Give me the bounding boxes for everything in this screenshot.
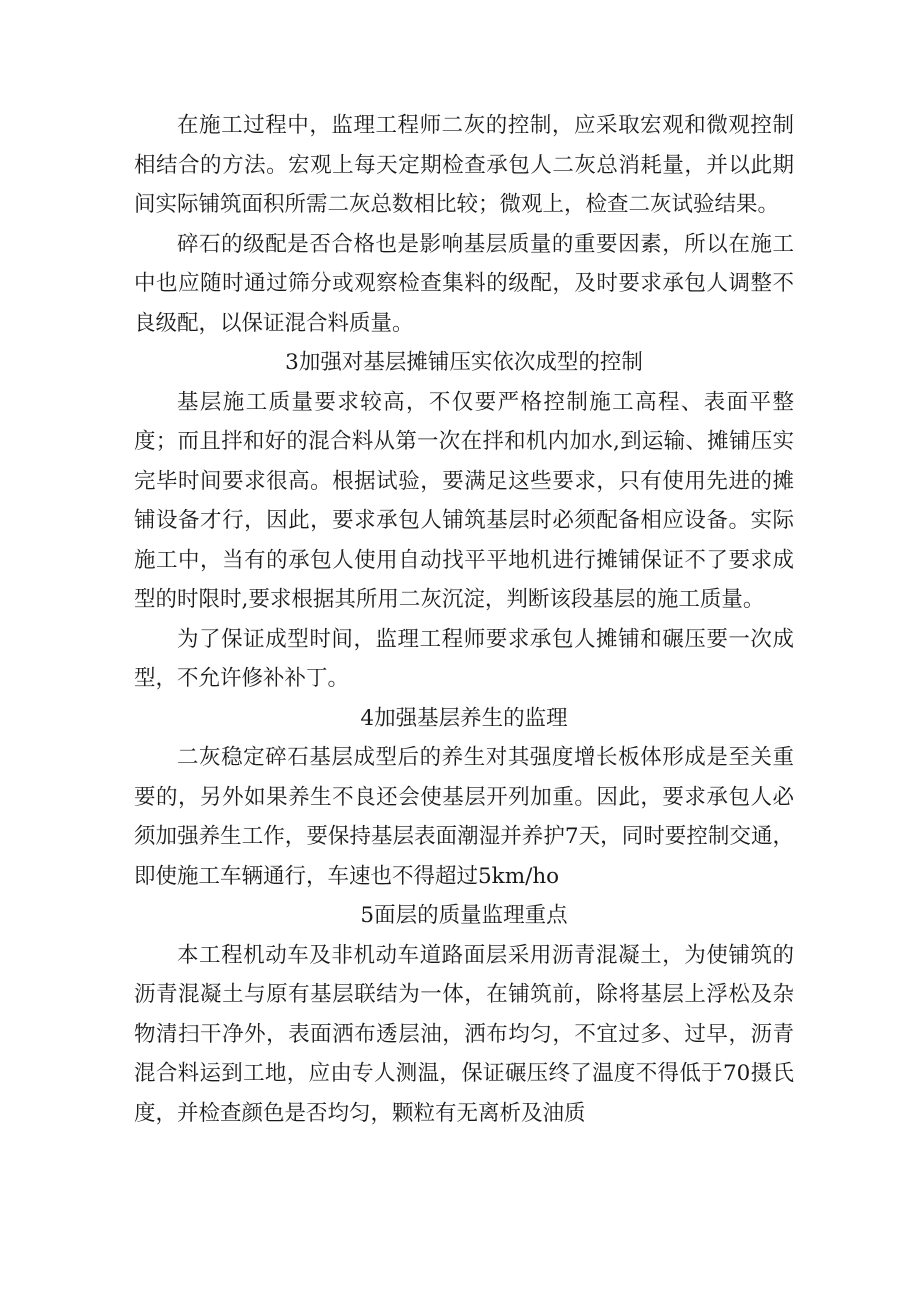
section-heading-4: 4加强基层养生的监理 (360, 705, 568, 731)
paragraph-gravel-gradation: 碎石的级配是否合格也是影响基层质量的重要因素，所以在施工中也应随时通过筛分或观察检查集料的级配，及时要求承包人调整不良级配，以保证混合料质量。 (134, 231, 794, 336)
section-heading-3: 3加强对基层摊铺压实依次成型的控制 (285, 350, 643, 375)
paragraph-base-quality: 基层施工质量要求较高，不仅要严格控制施工高程、表面平整度；而且拌和好的混合料从第一次在拌和机内加水,到运输、摊铺压实完毕时间要求很高。根据试验，要满足这些要求，只有使用先进的摊铺设备才行，因此，要求承包人铺筑基层时必须配备相应设备。实际施工中，当有的承包人使用自动找平平地机进行摊铺保证不了要求成型的时限时,要求根据其所用二灰沉淀，判断该段基层的施工质量。 (134, 389, 794, 612)
paragraph-base-curing: 二灰稳定碎石基层成型后的养生对其强度增长板体形成是至关重要的，另外如果养生不良还会使基层开列加重。因此，要求承包人必须加强养生工作，要保持基层表面潮湿并养护7天，同时要控制交通，即使施工车辆通行，车速也不得超过5km/ho (134, 745, 794, 889)
paragraph-lime-control: 在施工过程中，监理工程师二灰的控制，应采取宏观和微观控制相结合的方法。宏观上每天定期检查承包人二灰总消耗量，并以此期间实际铺筑面积所需二灰总数相比较；微观上，检查二灰试验结果。 (134, 113, 794, 217)
paragraph-forming-time: 为了保证成型时间，监理工程师要求承包人摊铺和碾压要一次成型，不允许修补补丁。 (134, 626, 794, 691)
paragraph-surface-layer: 本工程机动车及非机动车道路面层采用沥青混凝土，为使铺筑的沥青混凝土与原有基层联结为一体，在铺筑前，除将基层上浮松及杂物清扫干净外，表面洒布透层油，洒布均匀，不宜过多、过早，沥青混合料运到工地，应由专人测温，保证碾压终了温度不得低于70摄氏度，并检查颜色是否均匀，颗粒有无离析及油质 (134, 942, 794, 1126)
section-heading-5: 5面层的质量监理重点 (360, 903, 568, 928)
document-body (134, 106, 794, 1133)
